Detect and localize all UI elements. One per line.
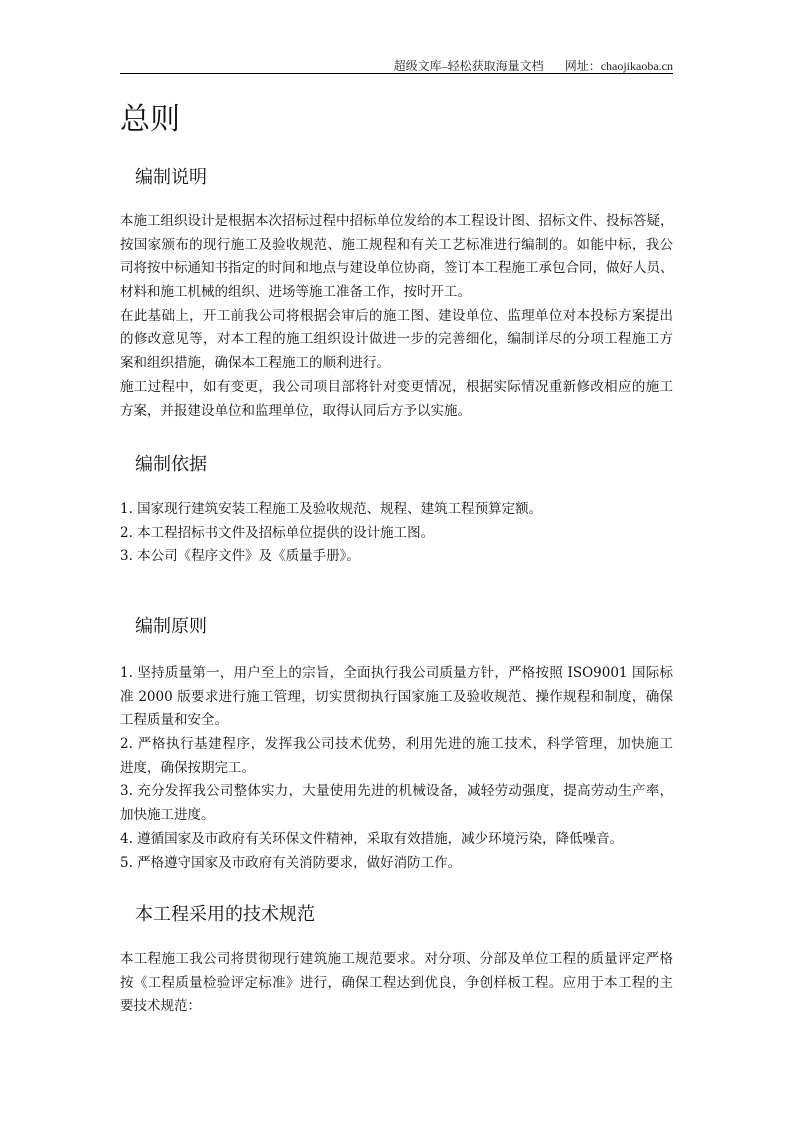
text-line: 2. 本工程招标书文件及招标单位提供的设计施工图。 (120, 524, 435, 541)
text-line: 1. 坚持质量第一，用户至上的宗旨，全面执行我公司质量方针，严格按照 ISO9001 国际标 (120, 665, 673, 681)
text-line: 5. 严格遵守国家及市政府有关消防要求，做好消防工作。 (120, 854, 462, 871)
section-body (120, 662, 673, 875)
section-heading: 编制依据 (135, 454, 207, 475)
text-line: 材料和施工机械的组织、进场等施工准备工作，按时开工。 (120, 284, 471, 301)
header-site: 超级文库–轻松获取海量文档 (393, 59, 544, 73)
text-line: 案和组织措施，确保本工程施工的顺利进行。 (120, 355, 390, 372)
text-line: 司将按中标通知书指定的时间和地点与建设单位协商，签订本工程施工承包合同，做好人员、 (120, 260, 673, 277)
paragraph (120, 305, 673, 376)
text-line: 的修改意见等，对本工程的施工组织设计做进一步的完善细化，编制详尽的分项工程施工方 (120, 331, 673, 348)
text-line: 3. 充分发挥我公司整体实力，大量使用先进的机械设备，减轻劳动强度，提高劳动生产率， (120, 783, 673, 800)
paragraph (120, 545, 673, 569)
page-title: 总则 (120, 102, 180, 137)
paragraph (120, 780, 673, 827)
paragraph (120, 828, 673, 852)
text-line: 1. 国家现行建筑安装工程施工及验收规范、规程、建筑工程预算定额。 (120, 501, 543, 517)
header-url: 网址：chaojikaoba.cn (564, 59, 673, 73)
text-line: 本施工组织设计是根据本次招标过程中招标单位发给的本工程设计图、招标文件、投标答疑， (120, 213, 673, 229)
section-body (120, 498, 673, 569)
text-line: 进度，确保按期完工。 (120, 759, 255, 776)
text-line: 要技术规范： (120, 998, 201, 1015)
section-body (120, 210, 673, 423)
paragraph (120, 852, 673, 876)
page-header (394, 57, 673, 74)
text-line: 加快施工进度。 (120, 807, 215, 824)
text-line: 本工程施工我公司将贯彻现行建筑施工规范要求。对分项、分部及单位工程的质量评定严格 (120, 951, 673, 967)
text-line: 准 2000 版要求进行施工管理，切实贯彻执行国家施工及验收规范、操作规程和制度，确保 (120, 688, 673, 705)
text-line: 工程质量和安全。 (120, 712, 228, 729)
section-heading: 编制说明 (135, 167, 207, 188)
text-line: 4. 遵循国家及市政府有关环保文件精神，采取有效措施，减少环境污染，降低噪音。 (120, 830, 624, 847)
section-heading: 本工程采用的技术规范 (135, 904, 315, 925)
paragraph (120, 498, 673, 522)
paragraph (120, 662, 673, 733)
text-line: 在此基础上，开工前我公司将根据会审后的施工图、建设单位、监理单位对本投标方案提出 (120, 307, 673, 324)
paragraph (120, 948, 673, 1019)
text-line: 按国家颁布的现行施工及验收规范、施工规程和有关工艺标准进行编制的。如能中标，我公 (120, 236, 673, 253)
paragraph (120, 210, 673, 305)
paragraph (120, 376, 673, 423)
text-line: 3. 本公司《程序文件》及《质量手册》。 (120, 548, 360, 565)
text-line: 施工过程中，如有变更，我公司项目部将针对变更情况，根据实际情况重新修改相应的施工 (120, 378, 673, 395)
text-line: 2. 严格执行基建程序，发挥我公司技术优势，利用先进的施工技术，科学管理，加快施工 (120, 736, 673, 753)
text-line: 按《工程质量检验评定标准》进行，确保工程达到优良，争创样板工程。应用于本工程的主 (120, 974, 673, 991)
text-line: 方案，并报建设单位和监理单位，取得认同后方予以实施。 (120, 402, 471, 419)
paragraph (120, 733, 673, 780)
header-rule (120, 73, 673, 74)
paragraph (120, 522, 673, 546)
section-heading: 编制原则 (135, 616, 207, 637)
section-body (120, 948, 673, 1019)
